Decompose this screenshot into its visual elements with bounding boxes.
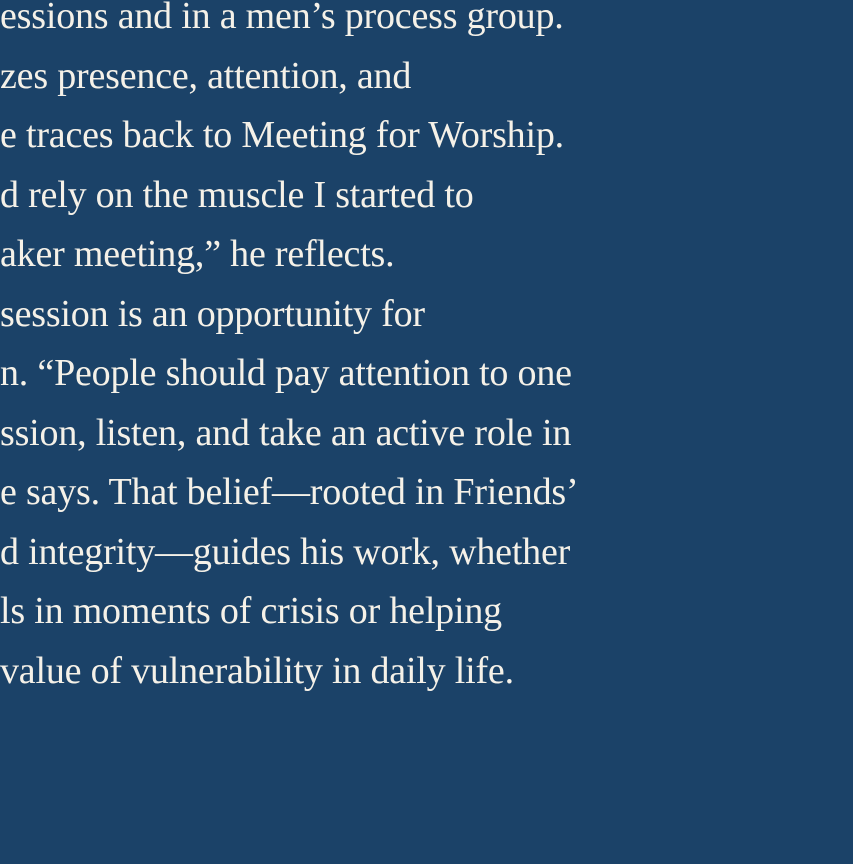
text-line: ls in moments of crisis or helping: [0, 590, 502, 632]
text-line: d rely on the muscle I started to: [0, 173, 474, 216]
text-line: d integrity—guides his work, whether: [0, 530, 571, 573]
text-line: n. “People should pay attention to one: [0, 352, 572, 394]
text-line: aker meeting,” he reflects.: [0, 233, 395, 275]
text-line: ssion, listen, and take an active role in: [0, 411, 572, 454]
text-line: session is an opportunity for: [0, 292, 425, 335]
text-line: essions and in a men’s process group.: [0, 0, 564, 37]
text-line: value of vulnerability in daily life.: [0, 649, 514, 692]
text-line: zes presence, attention, and: [0, 54, 412, 97]
text-line: e says. That belief—rooted in Friends’: [0, 471, 579, 513]
text-line: e traces back to Meeting for Worship.: [0, 114, 564, 156]
